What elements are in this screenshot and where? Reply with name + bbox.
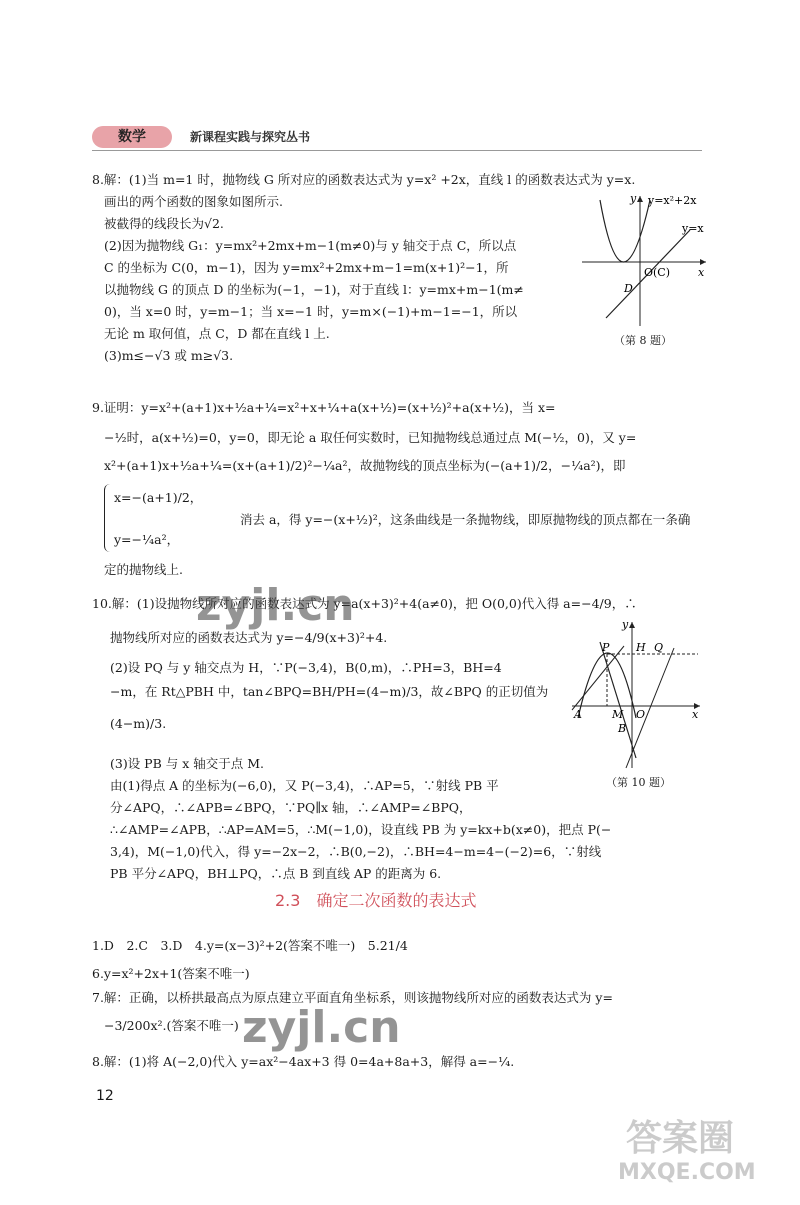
q10-line-8: 分∠APQ，∴∠APB=∠BPQ，∵PQ∥x 轴，∴∠AMP=∠BPQ， bbox=[110, 800, 472, 815]
fig10-line-pb bbox=[600, 642, 636, 758]
q9-line-1: 9.证明：y=x²+(a+1)x+½a+¼=x²+x+¼+a(x+½)=(x+½)²+a(x+½)，当 x= bbox=[92, 400, 556, 415]
q9-system-x: x=−(a+1)/2， bbox=[114, 490, 203, 505]
s23-line-1: 1.D 2.C 3.D 4.y=(x−3)²+2(答案不唯一) 5.21/4 bbox=[92, 938, 408, 953]
fig10-a-label: A bbox=[574, 708, 582, 721]
fig10-b-label: B bbox=[618, 722, 627, 735]
q8-line-4: (2)因为抛物线 G₁：y=mx²+2mx+m−1(m≠0)与 y 轴交于点 C，所以点 bbox=[104, 238, 517, 253]
q10-line-11: PB 平分∠APQ，BH⊥PQ，∴点 B 到直线 AP 的距离为 6. bbox=[110, 866, 442, 881]
q9-line-2: −½时，a(x+½)=0，y=0，即无论 a 取任何实数时，已知抛物线总通过点 M(−½，0)，又 y= bbox=[104, 430, 637, 445]
q8-line-2: 画出的两个函数的图象如图所示. bbox=[104, 194, 283, 209]
fig8-parabola-label: y=x²+2x bbox=[648, 194, 697, 207]
figure-10-caption: （第 10 题） bbox=[606, 776, 671, 789]
q8-line-6: 以抛物线 G 的顶点 D 的坐标为(−1，−1)，对于直线 l：y=mx+m−1(m≠ bbox=[104, 282, 524, 297]
fig8-parabola bbox=[600, 200, 650, 262]
q9-line-7: 定的抛物线上. bbox=[104, 562, 183, 577]
s23-line-5: 8.解：(1)将 A(−2,0)代入 y=ax²−4ax+3 得 0=4a+8a+3，解得 a=−¼. bbox=[92, 1054, 515, 1069]
q10-line-6: (3)设 PB 与 x 轴交于点 M. bbox=[110, 756, 264, 771]
s23-line-3: 7.解：正确，以桥拱最高点为原点建立平面直角坐标系，则该抛物线所对应的函数表达式为 y= bbox=[92, 990, 613, 1005]
q10-line-4: −m，在 Rt△PBH 中，tan∠BPQ=BH/PH=(4−m)/3，故∠BPQ 的正切值为 bbox=[110, 684, 549, 699]
q8-line-5: C 的坐标为 C(0，m−1)，因为 y=mx²+2mx+m−1=m(x+1)²−1，所 bbox=[104, 260, 509, 275]
q10-line-1: 10.解：(1)设抛物线所对应的函数表达式为 y=a(x+3)²+4(a≠0)，把 O(0,0)代入得 a=−4/9，∴ bbox=[92, 596, 637, 611]
q10-line-9: ∴∠AMP=∠APB，∴AP=AM=5，∴M(−1,0)，设直线 PB 为 y=kx+b(x≠0)，把点 P(− bbox=[110, 822, 612, 837]
q8-line-1: 8.解：(1)当 m=1 时，抛物线 G 所对应的函数表达式为 y=x² +2x，直线 l 的函数表达式为 y=x. bbox=[92, 172, 636, 187]
page-number: 12 bbox=[96, 1088, 114, 1104]
fig10-p-label: P bbox=[602, 641, 610, 654]
q10-line-3: (2)设 PQ 与 y 轴交点为 H，∵P(−3,4)，B(0,m)，∴PH=3，BH=4 bbox=[110, 660, 502, 675]
fig10-m-label: M bbox=[612, 708, 624, 721]
fig8-origin-label: O(C) bbox=[644, 266, 671, 279]
q8-line-7: 0)，当 x=0 时，y=m−1；当 x=−1 时，y=m×(−1)+m−1=−1，所以 bbox=[104, 304, 518, 319]
q9-line-5: 消去 a，得 y=−(x+½)²，这条曲线是一条抛物线，即原抛物线的顶点都在一条确 bbox=[240, 512, 691, 527]
fig10-o-label: O bbox=[636, 708, 646, 721]
q10-line-5: (4−m)/3. bbox=[110, 716, 167, 731]
series-title: 新课程实践与探究丛书 bbox=[190, 130, 311, 144]
figure-8-caption: （第 8 题） bbox=[614, 334, 672, 347]
watermark-logo-url: MXQE.COM bbox=[618, 1160, 756, 1185]
fig10-line-ap bbox=[572, 646, 624, 710]
fig10-y-label: y bbox=[622, 618, 629, 631]
q8-line-8: 无论 m 取何值，点 C，D 都在直线 l 上. bbox=[104, 326, 330, 341]
fig8-x-label: x bbox=[698, 266, 705, 279]
q9-system-y: y=−¼a²， bbox=[114, 532, 180, 547]
header-divider bbox=[92, 150, 702, 151]
section-title: 2.3 确定二次函数的表达式 bbox=[275, 891, 477, 910]
watermark-zyjl-1: zyjl.cn bbox=[196, 580, 355, 631]
fig8-d-label: D bbox=[624, 282, 633, 295]
figure-10-graph bbox=[570, 618, 702, 770]
fig10-y-arrow bbox=[629, 622, 635, 628]
q8-line-9: (3)m≤−√3 或 m≥√3. bbox=[104, 348, 234, 363]
fig8-y-arrow bbox=[637, 196, 643, 202]
q10-line-2: 抛物线所对应的函数表达式为 y=−4/9(x+3)²+4. bbox=[110, 630, 388, 645]
q10-line-7: 由(1)得点 A 的坐标为(−6,0)，又 P(−3,4)，∴AP=5，∵射线 PB 平 bbox=[110, 778, 499, 793]
fig10-x-label: x bbox=[692, 708, 699, 721]
q9-line-3: x²+(a+1)x+½a+¼=(x+(a+1)/2)²−¼a²，故抛物线的顶点坐标为(−(a+1)/2，−¼a²)，即 bbox=[104, 458, 626, 473]
fig8-line-label: y=x bbox=[682, 222, 704, 235]
fig8-x-arrow bbox=[700, 259, 706, 265]
fig8-y-label: y bbox=[630, 192, 637, 205]
q8-line-3: 被截得的线段长为√2. bbox=[104, 216, 224, 231]
system-brace bbox=[104, 484, 113, 552]
fig10-q-label: Q bbox=[654, 641, 664, 654]
subject-label: 数学 bbox=[118, 129, 146, 145]
watermark-logo-text: 答案圈 bbox=[626, 1118, 735, 1159]
subject-tab bbox=[92, 126, 172, 148]
s23-line-4: −3/200x².(答案不唯一) bbox=[104, 1018, 239, 1033]
figure-8-graph bbox=[578, 192, 708, 332]
q10-line-10: 3,4)，M(−1,0)代入，得 y=−2x−2，∴B(0,−2)，∴BH=4−m=4−(−2)=6，∵射线 bbox=[110, 844, 602, 859]
watermark-zyjl-2: zyjl.cn bbox=[242, 1002, 401, 1053]
s23-line-2: 6.y=x²+2x+1(答案不唯一) bbox=[92, 966, 250, 981]
fig10-h-label: H bbox=[636, 641, 646, 654]
